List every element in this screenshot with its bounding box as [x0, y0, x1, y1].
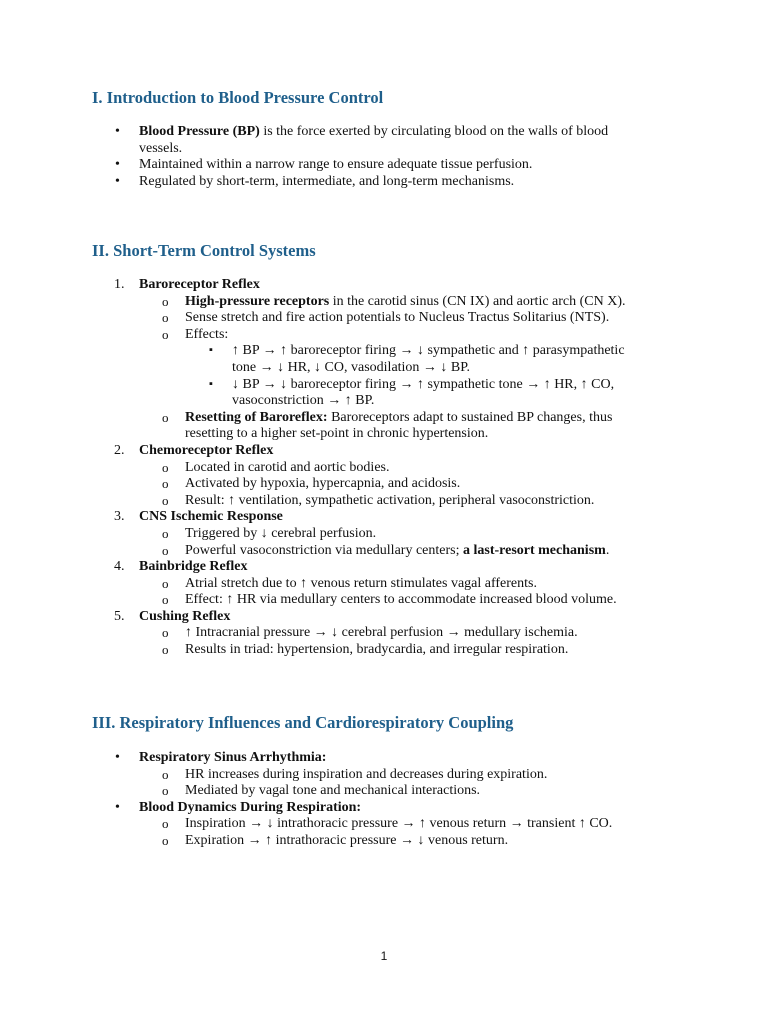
term-bold: Blood Pressure (BP)	[139, 124, 260, 139]
item-number: 4.	[114, 559, 125, 575]
circle-marker: o	[162, 459, 169, 475]
term-bold: Resetting of Baroreflex:	[185, 409, 328, 425]
item-text: Maintained within a narrow range to ensure adequate tissue perfusion.	[139, 157, 533, 173]
item-text-end: .	[605, 542, 610, 558]
item-title: Respiratory Sinus Arrhythmia:	[139, 750, 327, 765]
circle-marker: o	[162, 542, 169, 558]
list-item-bainbridge	[92, 559, 626, 576]
list-item-cns-ischemic	[92, 509, 626, 526]
list-item-baroreceptor	[92, 277, 626, 294]
sub-item	[92, 310, 626, 327]
page-number: 1	[380, 949, 388, 963]
section-heading-respiratory: III. Respiratory Influences and Cardiorespiratory Coupling	[92, 713, 514, 732]
circle-marker: o	[162, 592, 169, 608]
sub-item	[92, 625, 626, 642]
list-item	[92, 124, 608, 157]
square-marker: ▪	[209, 377, 213, 390]
item-text: Powerful vasoconstriction via medullary centers;	[185, 542, 463, 558]
sub-item	[92, 410, 626, 443]
item-text: Effect: ↑ HR via medullary centers to accommodate increased blood volume.	[185, 592, 617, 608]
item-title: Cushing Reflex	[139, 608, 231, 624]
item-title: Chemoreceptor Reflex	[139, 442, 274, 458]
item-text: Mediated by vagal tone and mechanical interactions.	[185, 783, 481, 799]
bullet-marker: •	[115, 124, 120, 139]
sub-item	[92, 642, 626, 659]
circle-marker: o	[162, 492, 169, 508]
circle-marker: o	[162, 575, 169, 591]
bullet-marker: •	[115, 750, 120, 765]
circle-marker: o	[162, 766, 169, 782]
item-text: Result: ↑ ventilation, sympathetic activation, peripheral vasoconstriction.	[185, 492, 595, 508]
item-text: Located in carotid and aortic bodies.	[185, 459, 390, 475]
sub-sub-item	[92, 343, 626, 376]
item-text-continued: resetting to a higher set-point in chronic hypertension.	[185, 426, 489, 442]
item-text: Activated by hypoxia, hypercapnia, and acidosis.	[185, 476, 461, 492]
circle-marker: o	[162, 476, 169, 492]
list-item-chemoreceptor	[92, 443, 626, 460]
item-text: Effects:	[185, 326, 229, 342]
item-text: ↑ BP → ↑ baroreceptor firing → ↓ sympathetic and ↑ parasympathetic	[232, 343, 625, 359]
item-number: 2.	[114, 442, 125, 458]
item-text: Expiration → ↑ intrathoracic pressure → ↓ venous return.	[185, 832, 509, 848]
list-item	[92, 800, 612, 817]
sub-item	[92, 543, 626, 560]
section-heading-intro: I. Introduction to Blood Pressure Control	[92, 88, 384, 107]
sub-item	[92, 460, 626, 477]
sub-item	[92, 493, 626, 510]
item-number: 5.	[114, 608, 125, 624]
sub-item	[92, 816, 612, 833]
item-text: Atrial stretch due to ↑ venous return stimulates vagal afferents.	[185, 575, 537, 591]
sub-item	[92, 783, 612, 800]
square-marker: ▪	[209, 344, 213, 357]
item-title: CNS Ischemic Response	[139, 509, 283, 525]
term-bold: High-pressure receptors	[185, 293, 330, 309]
intro-bullet-list	[92, 124, 608, 190]
item-text: Triggered by ↓ cerebral perfusion.	[185, 525, 377, 541]
sub-item	[92, 576, 626, 593]
bullet-marker: •	[115, 799, 120, 815]
list-item-cushing	[92, 609, 626, 626]
section-heading-short-term: II. Short-Term Control Systems	[92, 241, 316, 260]
circle-marker: o	[162, 409, 169, 425]
sub-item	[92, 767, 612, 784]
term-bold: a last-resort mechanism	[462, 542, 606, 558]
sub-sub-item	[92, 377, 626, 410]
sub-item	[92, 833, 612, 850]
sub-item	[92, 294, 626, 311]
item-text: ↓ BP → ↓ baroreceptor firing → ↑ sympathetic tone → ↑ HR, ↑ CO,	[232, 376, 615, 392]
item-text: Baroreceptors adapt to sustained BP changes, thus	[327, 409, 613, 425]
item-text: HR increases during inspiration and decreases during expiration.	[185, 766, 548, 782]
item-text-continued: tone → ↓ HR, ↓ CO, vasodilation → ↓ BP.	[232, 359, 471, 375]
circle-marker: o	[162, 783, 169, 799]
sub-item	[92, 592, 626, 609]
item-text-continued: vasoconstriction → ↑ BP.	[232, 393, 375, 409]
item-title: Bainbridge Reflex	[139, 559, 248, 575]
list-item	[92, 750, 612, 767]
circle-marker: o	[162, 326, 169, 342]
item-text-continued: vessels.	[139, 140, 183, 156]
item-text: Regulated by short-term, intermediate, and long-term mechanisms.	[139, 173, 515, 189]
circle-marker: o	[162, 832, 169, 848]
item-number: 3.	[114, 509, 125, 525]
circle-marker: o	[162, 816, 169, 832]
bullet-marker: •	[115, 173, 120, 189]
item-text: Results in triad: hypertension, bradycardia, and irregular respiration.	[185, 642, 569, 658]
short-term-numbered-list	[92, 277, 626, 659]
item-title: Baroreceptor Reflex	[139, 277, 260, 292]
item-text: ↑ Intracranial pressure → ↓ cerebral perfusion → medullary ischemia.	[185, 625, 578, 641]
sub-item	[92, 327, 626, 344]
item-text: Sense stretch and fire action potentials to Nucleus Tractus Solitarius (NTS).	[185, 310, 610, 326]
item-title: Blood Dynamics During Respiration:	[139, 799, 362, 815]
item-text: Inspiration → ↓ intrathoracic pressure → ↑ venous return → transient ↑ CO.	[185, 816, 613, 832]
respiratory-bullet-list	[92, 750, 612, 850]
bullet-marker: •	[115, 157, 120, 173]
list-item	[92, 157, 608, 174]
circle-marker: o	[162, 310, 169, 326]
item-text: in the carotid sinus (CN IX) and aortic arch (CN X).	[329, 293, 626, 309]
sub-item	[92, 526, 626, 543]
circle-marker: o	[162, 625, 169, 641]
circle-marker: o	[162, 525, 169, 541]
item-number: 1.	[114, 277, 125, 292]
sub-item	[92, 476, 626, 493]
circle-marker: o	[162, 293, 169, 309]
item-text: is the force exerted by circulating blood on the walls of blood	[259, 124, 609, 139]
circle-marker: o	[162, 642, 169, 658]
list-item	[92, 174, 608, 191]
